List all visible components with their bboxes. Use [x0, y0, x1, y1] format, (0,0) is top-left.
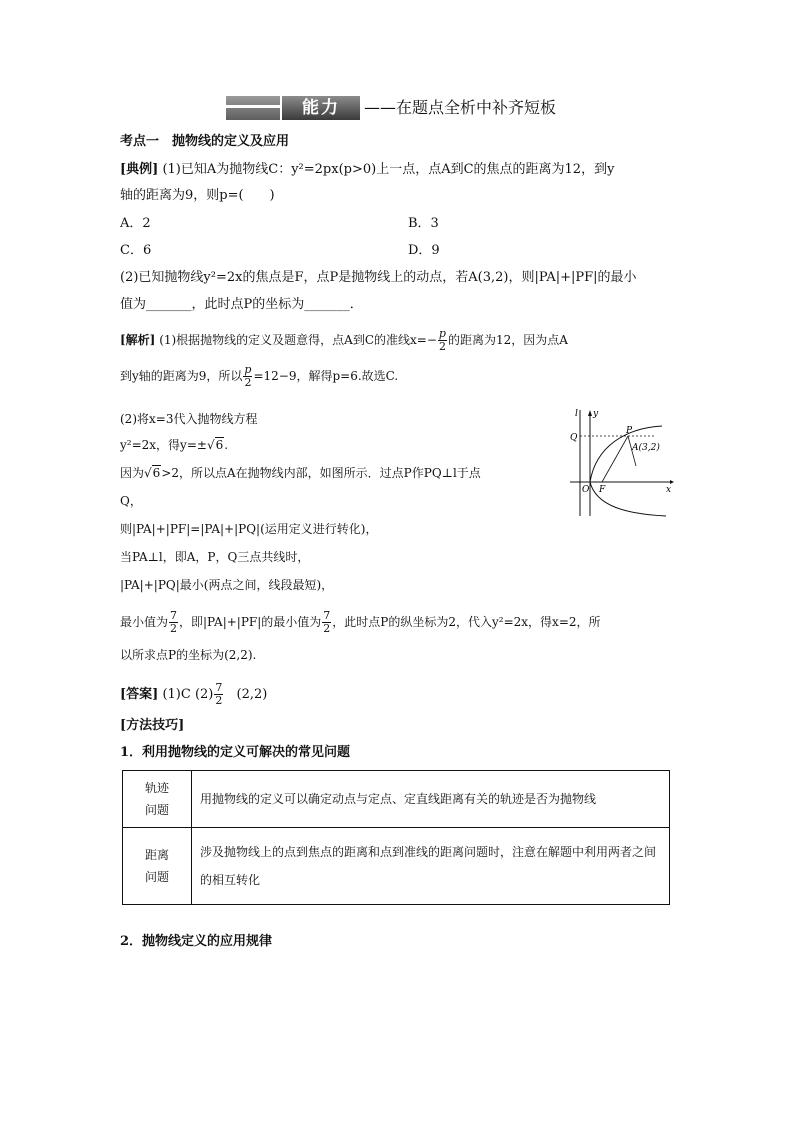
table-row [123, 828, 670, 905]
label-o: O [582, 485, 590, 495]
parabola-figure [566, 406, 676, 518]
table-key-line1: 轨迹 [144, 781, 169, 795]
solution-line1 [120, 328, 568, 353]
fraction-p-over-2-b [243, 364, 252, 389]
solution-s2-line1: (2)将x=3代入抛物线方程 [120, 412, 258, 426]
solution-s2-l2a: y²=2x，得y=± [120, 438, 207, 452]
solution-label: [解析] [120, 333, 156, 347]
parabola-curve [590, 426, 666, 516]
answer-a3: (2,2) [236, 687, 268, 702]
section-title: 考点一 抛物线的定义及应用 [120, 134, 290, 149]
banner-subtitle: ——在题点全析中补齐短板 [364, 98, 557, 117]
solution-s2-l3b: >2，所以点A在抛物线内部，如图所示．过点P作PQ⊥l于点 [161, 466, 481, 480]
fraction-p-over-2 [438, 328, 447, 353]
y-axis-arrow [588, 410, 592, 416]
option-a: A．2 [120, 216, 151, 231]
table-value-cell: 涉及抛物线上的点到焦点的距离和点到准线的距离问题时，注意在解题中利用两者之间的相互转化 [192, 828, 670, 905]
fraction-denominator: 2 [244, 376, 252, 389]
solution-s2-l3a: 因为 [120, 466, 145, 480]
table-row [123, 771, 670, 828]
example-q1-text: (1)已知A为抛物线C：y²=2px(p>0)上一点，点A到C的焦点的距离为12，到y [162, 162, 615, 177]
solution-s1a: (1)根据抛物线的定义及题意得，点A到C的准线x=− [159, 333, 437, 347]
fraction-numerator: 7 [170, 609, 178, 622]
table-key-line2: 问题 [144, 803, 169, 817]
table-key-cell [123, 771, 192, 828]
fraction-denominator: 2 [170, 622, 178, 635]
fraction-7-over-2-answer [214, 682, 223, 707]
fraction-numerator: p [438, 327, 446, 340]
label-f: F [599, 485, 606, 495]
solution-s2-line7: |PA|+|PQ|最小(两点之间，线段最短)， [120, 578, 334, 592]
tips-table [122, 770, 670, 905]
option-d: D．9 [408, 243, 440, 258]
banner-tag: 能力 [282, 96, 360, 120]
sqrt-radicand: 6 [215, 438, 224, 452]
fraction-7-over-2-b [322, 610, 331, 635]
solution-s2-line6: 当PA⊥l，即A，P，Q三点共线时， [120, 550, 310, 564]
option-c: C．6 [120, 243, 152, 258]
solution-s2-line3: 因为√6>2，所以点A在抛物线内部，如图所示．过点P作PQ⊥l于点 [120, 466, 481, 480]
solution-s2-line8 [120, 610, 601, 635]
solution-s1c: 到y轴的距离为9，所以 [120, 369, 243, 383]
fraction-denominator: 2 [215, 694, 223, 707]
fraction-denominator: 2 [438, 340, 446, 353]
sqrt-radicand: 6 [152, 466, 161, 480]
example-label: [典例] [120, 162, 159, 177]
method-heading-1: 1．利用抛物线的定义可解决的常见问题 [120, 745, 351, 760]
fraction-numerator: 7 [215, 681, 223, 694]
solution-line2 [120, 364, 398, 389]
solution-s2-line9: 以所求点P的坐标为(2,2). [120, 648, 257, 662]
table-key-line2: 问题 [144, 870, 169, 884]
solution-s1b: 的距离为12，因为点A [447, 333, 568, 347]
solution-s2-l8a: 最小值为 [120, 615, 169, 629]
method-heading-2: 2．抛物线定义的应用规律 [120, 934, 273, 949]
answer-a2: (2) [194, 687, 214, 702]
table-key-cell [123, 828, 192, 905]
option-b: B．3 [408, 216, 439, 231]
example-q2-line1: (2)已知抛物线y²=2x的焦点是F，点P是抛物线上的动点，若A(3,2)，则|PA|+|PF|的最小 [120, 270, 637, 285]
label-x: x [666, 485, 672, 495]
x-axis-arrow [670, 480, 674, 484]
fraction-numerator: 7 [323, 609, 331, 622]
label-a: A(3,2) [632, 443, 660, 453]
solution-s2-line5: 则|PA|+|PF|=|PA|+|PQ|(运用定义进行转化)， [120, 522, 378, 536]
label-l: l [575, 409, 578, 419]
solution-s2-l2b: . [224, 438, 229, 452]
fraction-7-over-2 [169, 610, 178, 635]
method-label: [方法技巧] [120, 718, 185, 733]
example-q1-line2: 轴的距离为9，则p=( ) [120, 188, 275, 203]
answer-a1: (1)C [162, 687, 191, 702]
label-y: y [593, 409, 599, 419]
solution-s2-l8b: ，即|PA|+|PF|的最小值为 [179, 615, 322, 629]
example-q2-line2: 值为_______，此时点P的坐标为_______． [120, 297, 363, 312]
fraction-denominator: 2 [323, 622, 331, 635]
table-key-line1: 距离 [144, 848, 169, 862]
pf-segment [602, 436, 628, 482]
label-q: Q [570, 433, 578, 443]
label-p: P [626, 426, 633, 436]
solution-s1d: =12−9，解得p=6.故选C. [253, 369, 399, 383]
solution-s2-line4: Q， [120, 494, 142, 508]
fraction-numerator: p [244, 363, 252, 376]
table-value-cell: 用抛物线的定义可以确定动点与定点、定直线距离有关的轨迹是否为抛物线 [192, 771, 670, 828]
solution-s2-l8c: ，此时点P的纵坐标为2，代入y²=2x，得x=2，所 [332, 615, 601, 629]
answer-label: [答案] [120, 687, 159, 702]
example-q1-line1 [120, 162, 614, 178]
answer-line [120, 682, 267, 707]
banner-decor-bar [226, 96, 280, 120]
solution-s2-line2: y²=2x，得y=±√6. [120, 438, 229, 452]
